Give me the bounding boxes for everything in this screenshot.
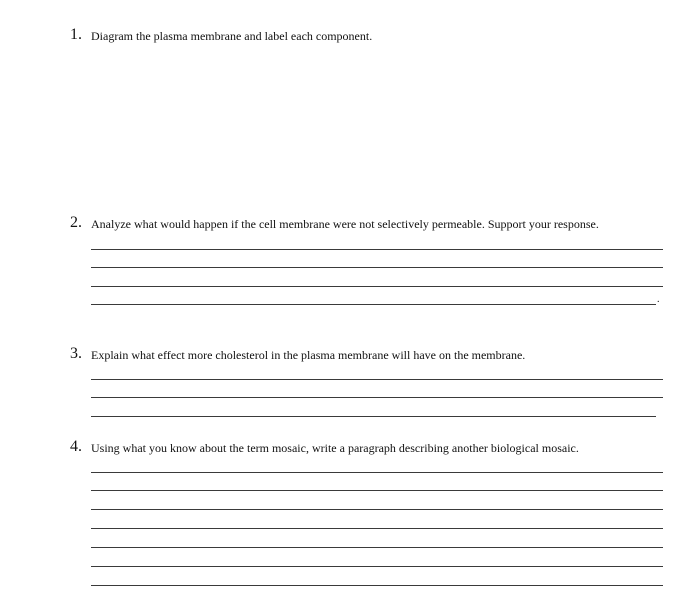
question-prompt: Explain what effect more cholesterol in the plasma membrane will have on the membrane. — [91, 348, 526, 362]
question-prompt: Diagram the plasma membrane and label each component. — [91, 29, 373, 43]
question-number: 1. — [70, 26, 82, 43]
answer-line[interactable] — [91, 286, 663, 287]
question-prompt: Analyze what would happen if the cell membrane were not selectively permeable. Support your response. — [91, 217, 599, 231]
line-end-period: . — [657, 294, 660, 305]
question-number: 4. — [70, 438, 82, 455]
answer-line[interactable] — [91, 472, 663, 473]
question-number: 2. — [70, 214, 82, 231]
answer-line[interactable] — [91, 547, 663, 548]
answer-line[interactable] — [91, 416, 656, 417]
question-number: 3. — [70, 345, 82, 362]
answer-line[interactable] — [91, 379, 663, 380]
question-prompt: Using what you know about the term mosaic, write a paragraph describing another biological mosaic. — [91, 441, 579, 455]
answer-line[interactable] — [91, 304, 656, 305]
answer-line[interactable] — [91, 397, 663, 398]
answer-line[interactable] — [91, 566, 663, 567]
answer-line[interactable] — [91, 249, 663, 250]
answer-line[interactable] — [91, 490, 663, 491]
answer-line[interactable] — [91, 267, 663, 268]
answer-line[interactable] — [91, 509, 663, 510]
answer-line[interactable] — [91, 528, 663, 529]
answer-line[interactable] — [91, 585, 663, 586]
diagram-area[interactable] — [91, 50, 663, 205]
